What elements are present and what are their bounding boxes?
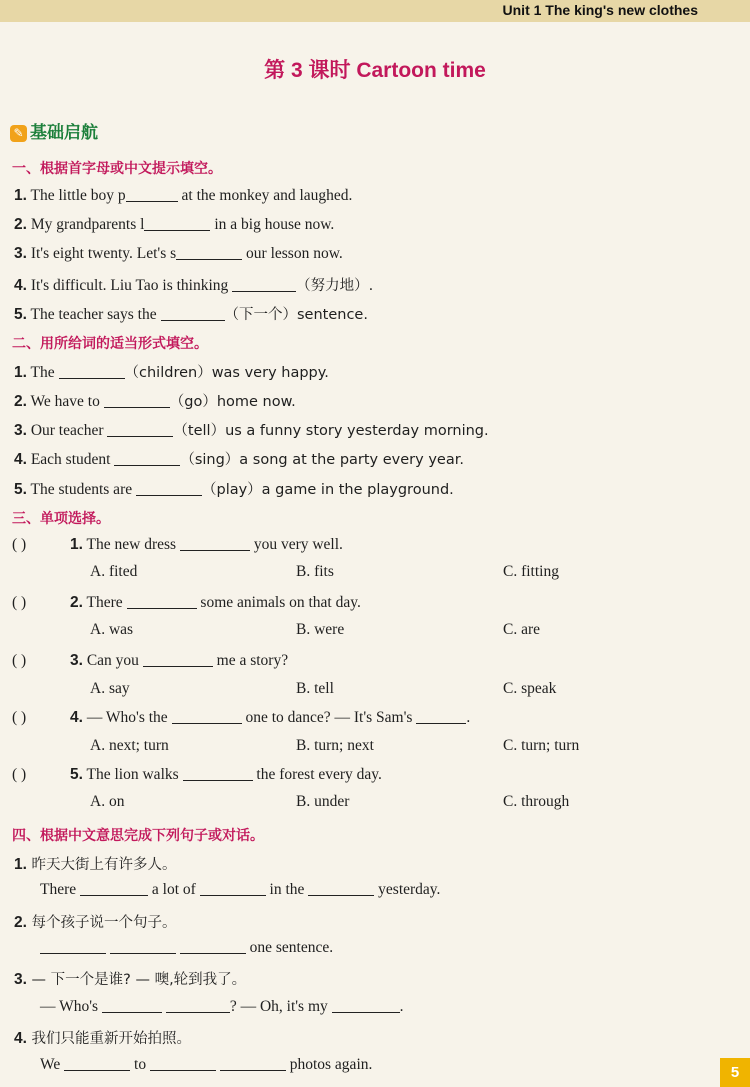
s3-q2-b[interactable]: B. were xyxy=(296,621,345,638)
blank[interactable] xyxy=(114,451,180,466)
running-header xyxy=(0,0,750,22)
s4-q2-answer: one sentence. xyxy=(40,939,333,957)
blank xyxy=(143,652,213,667)
blank[interactable] xyxy=(144,216,210,231)
answer-paren[interactable]: ( ) xyxy=(12,652,27,669)
s1-q2: 2. My grandparents l in a big house now. xyxy=(14,216,335,233)
blank xyxy=(127,594,197,609)
s3-q3: 3. Can you me a story? xyxy=(70,652,289,669)
section-3-title: 三、单项选择。 xyxy=(12,511,110,527)
s4-q1-prompt: 1. 昨天大街上有许多人。 xyxy=(14,856,177,873)
blank xyxy=(416,709,466,724)
brand-icon: ✎ xyxy=(10,125,27,142)
blank[interactable] xyxy=(180,939,246,954)
s4-q3-answer: — Who's ? — Oh, it's my . xyxy=(40,998,404,1015)
blank xyxy=(172,709,242,724)
blank[interactable] xyxy=(200,881,266,896)
blank[interactable] xyxy=(150,1056,216,1071)
s3-q4-c[interactable]: C. turn; turn xyxy=(503,737,580,754)
section-brand xyxy=(10,118,98,143)
s3-q1: 1. The new dress you very well. xyxy=(70,536,343,553)
s3-q2: 2. There some animals on that day. xyxy=(70,594,361,611)
s4-q2-prompt: 2. 每个孩子说一个句子。 xyxy=(14,914,177,931)
blank[interactable] xyxy=(59,364,125,379)
s4-q4-answer: We to photos again. xyxy=(40,1056,373,1073)
s3-q4: 4. — Who's the one to dance? — It's Sam's . xyxy=(70,709,471,726)
section-2-title: 二、用所给词的适当形式填空。 xyxy=(12,336,208,352)
blank xyxy=(180,536,250,551)
s1-q5: 5. The teacher says the （下一个）sentence. xyxy=(14,306,368,323)
blank[interactable] xyxy=(104,393,170,408)
s3-q3-a[interactable]: A. say xyxy=(90,680,130,697)
s3-q4-b[interactable]: B. turn; next xyxy=(296,737,374,754)
blank[interactable] xyxy=(220,1056,286,1071)
answer-paren[interactable]: ( ) xyxy=(12,766,27,783)
s3-q5: 5. The lion walks the forest every day. xyxy=(70,766,382,783)
blank[interactable] xyxy=(126,187,178,202)
s2-q1: 1. The （children）was very happy. xyxy=(14,364,329,381)
blank xyxy=(183,766,253,781)
s2-q5: 5. The students are （play）a game in the playground. xyxy=(14,481,454,498)
section-1-title: 一、根据首字母或中文提示填空。 xyxy=(12,161,222,177)
s4-q3-prompt: 3. — 下一个是谁? — 噢,轮到我了。 xyxy=(14,971,247,988)
s3-q2-a[interactable]: A. was xyxy=(90,621,134,638)
blank[interactable] xyxy=(232,277,296,292)
answer-paren[interactable]: ( ) xyxy=(12,536,27,553)
s3-q1-a[interactable]: A. fited xyxy=(90,563,138,580)
blank[interactable] xyxy=(107,422,173,437)
blank[interactable] xyxy=(308,881,374,896)
blank[interactable] xyxy=(136,481,202,496)
unit-title: Unit 1 The king's new clothes xyxy=(502,2,698,18)
s3-q5-c[interactable]: C. through xyxy=(503,793,570,810)
s3-q1-b[interactable]: B. fits xyxy=(296,563,334,580)
blank[interactable] xyxy=(332,998,400,1013)
s2-q2: 2. We have to （go）home now. xyxy=(14,393,296,410)
page-number: 5 xyxy=(720,1058,750,1087)
blank[interactable] xyxy=(102,998,162,1013)
blank[interactable] xyxy=(110,939,176,954)
blank[interactable] xyxy=(166,998,230,1013)
brand-label: 基础启航 xyxy=(30,123,98,143)
s3-q3-c[interactable]: C. speak xyxy=(503,680,557,697)
s3-q1-c[interactable]: C. fitting xyxy=(503,563,559,580)
s4-q1-answer: There a lot of in the yesterday. xyxy=(40,881,441,898)
blank[interactable] xyxy=(161,306,225,321)
blank[interactable] xyxy=(64,1056,130,1071)
s2-q3: 3. Our teacher （tell）us a funny story yesterday morning. xyxy=(14,422,489,439)
blank[interactable] xyxy=(176,245,242,260)
s1-q4: 4. It's difficult. Liu Tao is thinking （努力地）. xyxy=(14,277,374,294)
blank[interactable] xyxy=(40,939,106,954)
s1-q1: 1. The little boy p at the monkey and laughed. xyxy=(14,187,353,204)
s3-q3-b[interactable]: B. tell xyxy=(296,680,334,697)
s2-q4: 4. Each student （sing）a song at the party every year. xyxy=(14,451,464,468)
answer-paren[interactable]: ( ) xyxy=(12,594,27,611)
s1-q3: 3. It's eight twenty. Let's s our lesson now. xyxy=(14,245,343,262)
s3-q2-c[interactable]: C. are xyxy=(503,621,541,638)
s3-q5-b[interactable]: B. under xyxy=(296,793,350,810)
s3-q4-a[interactable]: A. next; turn xyxy=(90,737,169,754)
s4-q4-prompt: 4. 我们只能重新开始拍照。 xyxy=(14,1030,192,1047)
answer-paren[interactable]: ( ) xyxy=(12,709,27,726)
lesson-title: 第 3 课时 Cartoon time xyxy=(264,59,486,82)
s3-q5-a[interactable]: A. on xyxy=(90,793,125,810)
blank[interactable] xyxy=(80,881,148,896)
section-4-title: 四、根据中文意思完成下列句子或对话。 xyxy=(12,828,264,844)
